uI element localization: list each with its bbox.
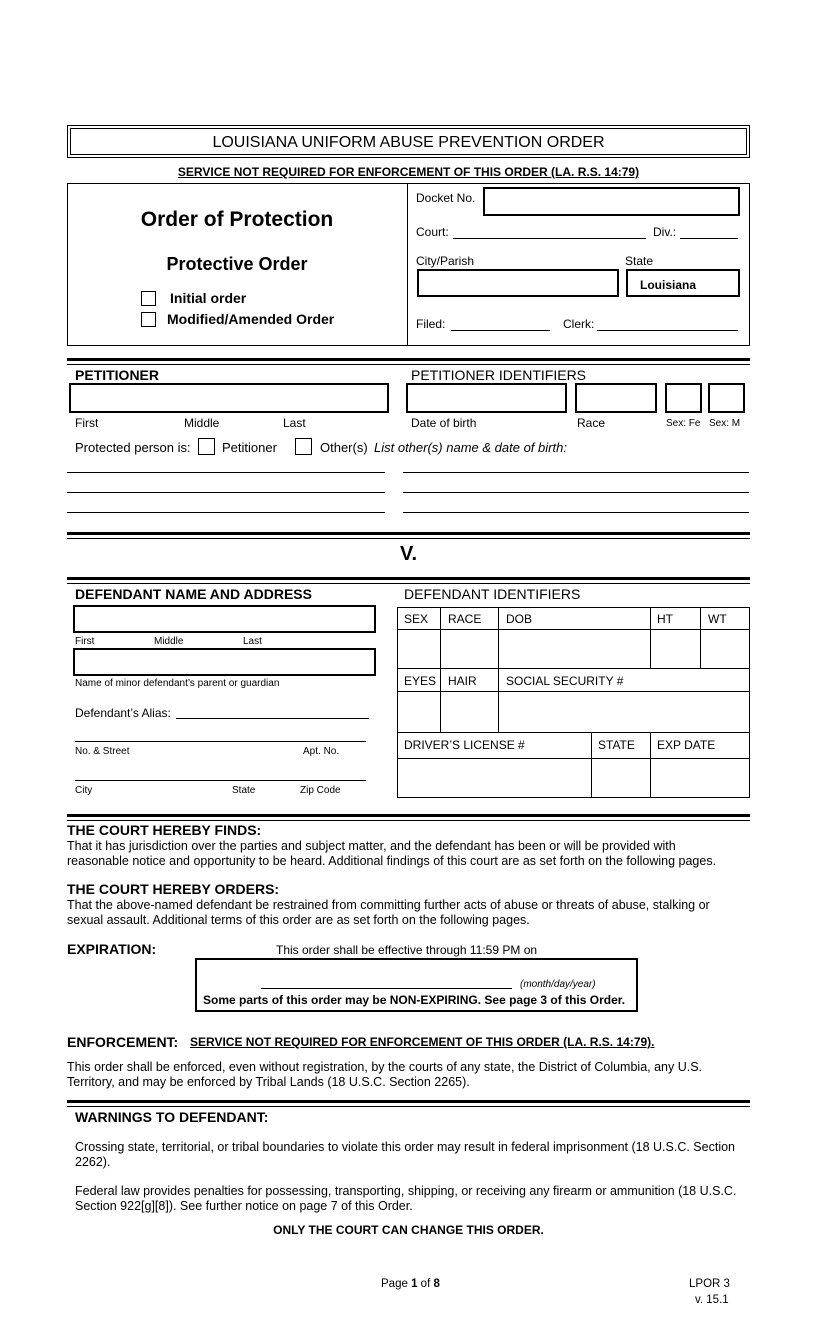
others-line[interactable] bbox=[67, 492, 385, 493]
petitioner-dob-input[interactable] bbox=[406, 383, 567, 413]
enforcement-text: This order shall be enforced, even without registration, by the courts of any state, the District of Columbia, any U.S. Territory, and may be enforced by Tribal Lands (18 U.S.C. Section 2265). bbox=[67, 1060, 703, 1089]
docket-input[interactable] bbox=[483, 187, 740, 216]
grid-line bbox=[397, 629, 750, 630]
clerk-label: Clerk: bbox=[563, 317, 595, 331]
divider bbox=[407, 183, 408, 345]
sex-m-label: Sex: M bbox=[709, 418, 741, 429]
warning-1: Crossing state, territorial, or tribal boundaries to violate this order may result in federal imprisonment (18 U.S.C. Section 2262). bbox=[75, 1140, 736, 1169]
others-line[interactable] bbox=[67, 472, 385, 473]
def-middle-label: Middle bbox=[154, 636, 184, 647]
street-label: No. & Street bbox=[75, 746, 130, 757]
zip-label: Zip Code bbox=[300, 785, 341, 796]
modified-order-checkbox[interactable] bbox=[141, 312, 156, 327]
petitioner-checkbox[interactable] bbox=[198, 438, 215, 455]
nonexpiring-note: Some parts of this order may be NON-EXPIRING. See page 3 of this Order. bbox=[203, 993, 626, 1007]
defendant-name-input[interactable] bbox=[73, 605, 376, 633]
page-prefix: Page bbox=[381, 1278, 408, 1290]
versus: V. bbox=[399, 543, 418, 565]
col-hair: HAIR bbox=[448, 674, 477, 688]
form-version: v. 15.1 bbox=[695, 1294, 729, 1306]
guardian-input[interactable] bbox=[73, 648, 376, 676]
findings-text: That it has jurisdiction over the parties and subject matter, and the defendant has been or will be provided with reasonable notice and opportunity to be heard. Additional findings of this court are as set forth on the following pages. bbox=[67, 839, 717, 868]
initial-order-checkbox[interactable] bbox=[141, 291, 156, 306]
def-last-label: Last bbox=[243, 636, 262, 647]
grid-line bbox=[650, 607, 651, 668]
orders-heading: THE COURT HEREBY ORDERS: bbox=[67, 881, 280, 897]
defendant-identifiers-grid bbox=[397, 607, 750, 798]
others-line[interactable] bbox=[403, 472, 749, 473]
col-ht: HT bbox=[657, 612, 673, 626]
warnings-heading: WARNINGS TO DEFENDANT: bbox=[75, 1109, 269, 1125]
others-line[interactable] bbox=[67, 512, 385, 513]
grid-line bbox=[650, 732, 651, 798]
section-divider bbox=[67, 1100, 750, 1107]
modified-order-label: Modified/Amended Order bbox=[167, 311, 335, 327]
clerk-line[interactable] bbox=[597, 330, 738, 331]
page-total: 8 bbox=[433, 1278, 440, 1290]
guardian-label: Name of minor defendant’s parent or guardian bbox=[75, 678, 280, 689]
defendant-identifiers-heading: DEFENDANT IDENTIFIERS bbox=[404, 586, 581, 602]
apt-label: Apt. No. bbox=[303, 746, 340, 757]
others-line[interactable] bbox=[403, 512, 749, 513]
state-addr-label: State bbox=[232, 785, 256, 796]
city-label: City bbox=[75, 785, 93, 796]
defendant-heading: DEFENDANT NAME AND ADDRESS bbox=[75, 586, 312, 602]
section-divider bbox=[67, 814, 750, 821]
grid-line bbox=[700, 607, 701, 668]
first-label: First bbox=[75, 416, 99, 430]
grid-line bbox=[498, 607, 499, 732]
col-state: STATE bbox=[598, 738, 635, 752]
def-first-label: First bbox=[75, 636, 95, 647]
order-title: Order of Protection bbox=[140, 208, 334, 231]
grid-line bbox=[397, 732, 750, 733]
expiration-effective-text: This order shall be effective through 11:59 PM on bbox=[276, 943, 538, 957]
grid-line bbox=[397, 758, 750, 759]
alias-label: Defendant’s Alias: bbox=[75, 706, 171, 720]
divider bbox=[67, 345, 750, 346]
dob-label: Date of birth bbox=[411, 416, 477, 430]
col-exp: EXP DATE bbox=[657, 738, 716, 752]
col-race: RACE bbox=[448, 612, 482, 626]
city-parish-label: City/Parish bbox=[416, 254, 475, 268]
div-line[interactable] bbox=[680, 238, 738, 239]
petitioner-identifiers-heading: PETITIONER IDENTIFIERS bbox=[411, 367, 587, 383]
warning-2: Federal law provides penalties for possessing, transporting, shipping, or receiving any firearm or ammunition (18 U.S.C. Section 922[g][8]). See further notice on page 7 of this Order. bbox=[75, 1184, 737, 1213]
section-divider bbox=[67, 577, 750, 584]
state-label: State bbox=[625, 254, 654, 268]
grid-line bbox=[440, 607, 441, 732]
others-checkbox[interactable] bbox=[295, 438, 312, 455]
section-divider bbox=[67, 358, 750, 365]
expiration-date-hint: (month/day/year) bbox=[520, 979, 596, 990]
last-label: Last bbox=[283, 416, 306, 430]
col-dob: DOB bbox=[506, 612, 533, 626]
others-option-label: Other(s) bbox=[320, 440, 368, 455]
petitioner-race-input[interactable] bbox=[575, 383, 657, 413]
divider bbox=[749, 183, 750, 345]
state-box bbox=[626, 269, 740, 297]
city-line[interactable] bbox=[75, 780, 366, 781]
middle-label: Middle bbox=[184, 416, 220, 430]
form-title-box bbox=[67, 125, 750, 158]
court-line[interactable] bbox=[453, 238, 646, 239]
alias-line[interactable] bbox=[176, 718, 369, 719]
grid-line bbox=[397, 691, 750, 692]
sex-fe-box[interactable] bbox=[665, 383, 702, 413]
petitioner-option-label: Petitioner bbox=[222, 440, 277, 455]
col-eyes: EYES bbox=[404, 674, 437, 688]
expiration-date-line[interactable] bbox=[261, 988, 512, 989]
petitioner-name-input[interactable] bbox=[69, 383, 389, 413]
protected-label: Protected person is: bbox=[75, 440, 191, 455]
div-label: Div.: bbox=[653, 225, 677, 239]
docket-label: Docket No. bbox=[416, 191, 476, 205]
grid-line bbox=[397, 668, 750, 669]
col-ssn: SOCIAL SECURITY # bbox=[506, 674, 624, 688]
orders-text: That the above-named defendant be restrained from committing further acts of abuse or threats of abuse, stalking or sexual assault. Additional terms of this order are as set forth on the following pages. bbox=[67, 898, 710, 927]
page-number: 1 bbox=[411, 1278, 418, 1290]
expiration-box bbox=[195, 958, 638, 1012]
sex-fe-label: Sex: Fe bbox=[666, 418, 701, 429]
race-label: Race bbox=[577, 416, 606, 430]
enforcement-heading: ENFORCEMENT: bbox=[67, 1034, 179, 1050]
filed-label: Filed: bbox=[416, 317, 446, 331]
col-license: DRIVER’S LICENSE # bbox=[404, 738, 525, 752]
page-indicator bbox=[381, 1278, 440, 1290]
sex-m-box[interactable] bbox=[708, 383, 745, 413]
form-code: LPOR 3 bbox=[689, 1278, 730, 1290]
col-wt: WT bbox=[708, 612, 727, 626]
petitioner-heading: PETITIONER bbox=[75, 367, 160, 383]
grid-line bbox=[591, 732, 592, 798]
enforcement-service-note: SERVICE NOT REQUIRED FOR ENFORCEMENT OF THIS ORDER (LA. R.S. 14:79). bbox=[190, 1035, 655, 1049]
initial-order-label: Initial order bbox=[170, 290, 247, 306]
col-sex: SEX bbox=[404, 612, 429, 626]
city-parish-input[interactable] bbox=[417, 269, 619, 297]
service-note-header: SERVICE NOT REQUIRED FOR ENFORCEMENT OF THIS ORDER (LA. R.S. 14:79) bbox=[177, 165, 640, 179]
court-label: Court: bbox=[416, 225, 449, 239]
street-line[interactable] bbox=[75, 741, 366, 742]
others-instruction: List other(s) name & date of birth: bbox=[374, 440, 567, 455]
section-divider bbox=[67, 532, 750, 539]
form-title: LOUISIANA UNIFORM ABUSE PREVENTION ORDER bbox=[212, 134, 605, 151]
filed-line[interactable] bbox=[451, 330, 550, 331]
closing-notice: ONLY THE COURT CAN CHANGE THIS ORDER. bbox=[273, 1223, 544, 1237]
order-subtitle: Protective Order bbox=[166, 254, 308, 274]
findings-heading: THE COURT HEREBY FINDS: bbox=[67, 822, 262, 838]
others-line[interactable] bbox=[403, 492, 749, 493]
divider bbox=[67, 183, 750, 184]
page-of: of bbox=[420, 1278, 431, 1290]
state-value: Louisiana bbox=[640, 278, 697, 292]
expiration-heading: EXPIRATION: bbox=[67, 941, 157, 957]
